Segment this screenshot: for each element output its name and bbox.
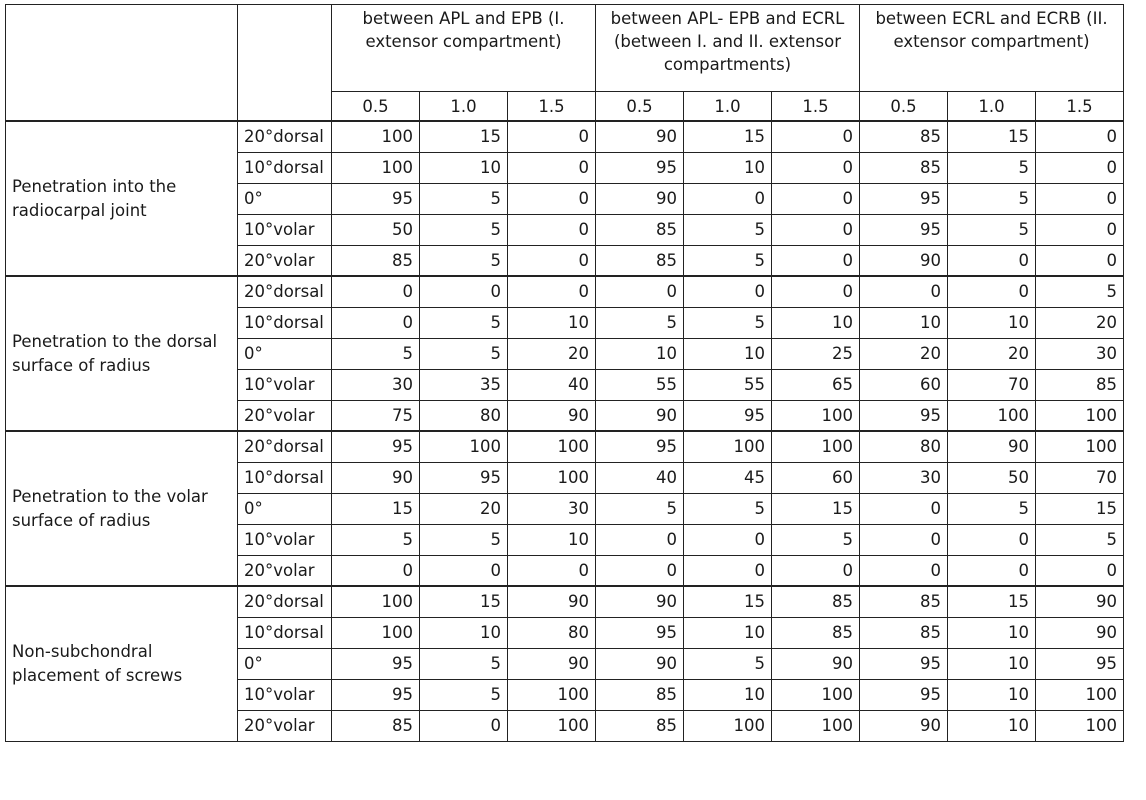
angle-cell: 10°dorsal [238, 462, 332, 493]
value-cell: 5 [420, 214, 508, 245]
value-cell: 30 [860, 462, 948, 493]
value-cell: 40 [596, 462, 684, 493]
value-cell: 100 [332, 617, 420, 648]
value-cell: 0 [948, 245, 1036, 276]
table-section [6, 431, 1124, 586]
value-cell: 85 [332, 710, 420, 741]
value-cell: 0 [684, 183, 772, 214]
value-cell: 90 [508, 400, 596, 431]
value-cell: 5 [948, 493, 1036, 524]
angle-cell: 20°dorsal [238, 276, 332, 307]
value-cell: 100 [508, 710, 596, 741]
value-cell: 5 [420, 648, 508, 679]
value-cell: 5 [772, 524, 860, 555]
angle-cell: 10°dorsal [238, 152, 332, 183]
value-cell: 50 [948, 462, 1036, 493]
value-cell: 80 [860, 431, 948, 462]
value-cell: 80 [508, 617, 596, 648]
value-cell: 100 [332, 586, 420, 617]
value-cell: 0 [684, 555, 772, 586]
section-label: Non-subchondral placement of screws [6, 586, 238, 741]
value-cell: 100 [948, 400, 1036, 431]
value-cell: 0 [1036, 152, 1124, 183]
value-cell: 5 [948, 183, 1036, 214]
value-cell: 0 [332, 555, 420, 586]
value-cell: 35 [420, 369, 508, 400]
value-cell: 0 [508, 276, 596, 307]
value-cell: 100 [772, 710, 860, 741]
value-cell: 100 [772, 431, 860, 462]
value-cell: 0 [1036, 245, 1124, 276]
value-cell: 0 [684, 276, 772, 307]
value-cell: 15 [420, 586, 508, 617]
value-cell: 15 [1036, 493, 1124, 524]
value-cell: 70 [948, 369, 1036, 400]
value-cell: 15 [948, 121, 1036, 152]
value-cell: 15 [332, 493, 420, 524]
section-label: Penetration into the radiocarpal joint [6, 121, 238, 276]
value-cell: 90 [596, 648, 684, 679]
value-cell: 15 [684, 586, 772, 617]
value-cell: 0 [948, 524, 1036, 555]
value-cell: 70 [1036, 462, 1124, 493]
value-cell: 90 [596, 586, 684, 617]
value-cell: 85 [860, 152, 948, 183]
value-cell: 95 [332, 648, 420, 679]
table-row [6, 121, 1124, 152]
angle-cell: 0° [238, 493, 332, 524]
value-cell: 0 [1036, 214, 1124, 245]
value-cell: 85 [596, 679, 684, 710]
angle-cell: 20°dorsal [238, 121, 332, 152]
value-cell: 100 [508, 679, 596, 710]
value-cell: 0 [860, 276, 948, 307]
subcolumn-header: 1.0 [948, 92, 1036, 122]
value-cell: 95 [860, 679, 948, 710]
value-cell: 95 [420, 462, 508, 493]
angle-cell: 10°volar [238, 524, 332, 555]
value-cell: 0 [596, 276, 684, 307]
value-cell: 100 [420, 431, 508, 462]
value-cell: 5 [684, 245, 772, 276]
table-row [6, 276, 1124, 307]
angle-cell: 10°dorsal [238, 307, 332, 338]
value-cell: 10 [948, 710, 1036, 741]
value-cell: 100 [772, 400, 860, 431]
value-cell: 50 [332, 214, 420, 245]
value-cell: 10 [948, 307, 1036, 338]
value-cell: 85 [772, 617, 860, 648]
value-cell: 0 [508, 183, 596, 214]
value-cell: 85 [332, 245, 420, 276]
value-cell: 85 [772, 586, 860, 617]
value-cell: 0 [508, 152, 596, 183]
value-cell: 95 [332, 679, 420, 710]
value-cell: 95 [860, 648, 948, 679]
value-cell: 10 [684, 152, 772, 183]
value-cell: 100 [332, 121, 420, 152]
value-cell: 95 [860, 400, 948, 431]
value-cell: 85 [1036, 369, 1124, 400]
value-cell: 0 [508, 245, 596, 276]
value-cell: 0 [332, 307, 420, 338]
value-cell: 5 [420, 307, 508, 338]
angle-cell: 10°volar [238, 214, 332, 245]
value-cell: 0 [948, 555, 1036, 586]
angle-cell: 10°volar [238, 679, 332, 710]
table-section [6, 121, 1124, 276]
value-cell: 0 [948, 276, 1036, 307]
value-cell: 10 [420, 152, 508, 183]
value-cell: 0 [420, 710, 508, 741]
table-section [6, 276, 1124, 431]
value-cell: 0 [1036, 555, 1124, 586]
value-cell: 90 [508, 648, 596, 679]
value-cell: 5 [684, 493, 772, 524]
value-cell: 40 [508, 369, 596, 400]
value-cell: 5 [420, 338, 508, 369]
value-cell: 0 [772, 121, 860, 152]
value-cell: 10 [508, 524, 596, 555]
value-cell: 95 [684, 400, 772, 431]
value-cell: 0 [772, 214, 860, 245]
value-cell: 90 [1036, 586, 1124, 617]
value-cell: 30 [1036, 338, 1124, 369]
table-row [6, 586, 1124, 617]
value-cell: 5 [684, 307, 772, 338]
value-cell: 0 [508, 121, 596, 152]
group-header: between APL- EPB and ECRL (between I. and II. extensor compartments) [596, 5, 860, 92]
value-cell: 90 [508, 586, 596, 617]
value-cell: 100 [332, 152, 420, 183]
value-cell: 85 [860, 121, 948, 152]
value-cell: 30 [332, 369, 420, 400]
value-cell: 10 [948, 617, 1036, 648]
value-cell: 5 [420, 183, 508, 214]
value-cell: 0 [596, 524, 684, 555]
angle-cell: 0° [238, 648, 332, 679]
value-cell: 90 [860, 245, 948, 276]
value-cell: 5 [684, 648, 772, 679]
value-cell: 100 [772, 679, 860, 710]
value-cell: 10 [684, 338, 772, 369]
value-cell: 10 [684, 679, 772, 710]
value-cell: 60 [772, 462, 860, 493]
header-blank-category [6, 5, 238, 122]
value-cell: 60 [860, 369, 948, 400]
value-cell: 0 [860, 555, 948, 586]
value-cell: 90 [948, 431, 1036, 462]
angle-cell: 20°volar [238, 710, 332, 741]
value-cell: 0 [332, 276, 420, 307]
value-cell: 90 [860, 710, 948, 741]
angle-cell: 20°volar [238, 400, 332, 431]
value-cell: 5 [1036, 276, 1124, 307]
angle-cell: 20°volar [238, 245, 332, 276]
angle-cell: 0° [238, 183, 332, 214]
value-cell: 10 [684, 617, 772, 648]
subcolumn-header: 0.5 [596, 92, 684, 122]
value-cell: 100 [684, 710, 772, 741]
value-cell: 85 [860, 617, 948, 648]
value-cell: 0 [1036, 183, 1124, 214]
value-cell: 0 [420, 555, 508, 586]
value-cell: 85 [596, 245, 684, 276]
value-cell: 5 [420, 245, 508, 276]
value-cell: 5 [332, 338, 420, 369]
value-cell: 0 [772, 152, 860, 183]
value-cell: 95 [596, 617, 684, 648]
value-cell: 10 [860, 307, 948, 338]
value-cell: 25 [772, 338, 860, 369]
value-cell: 15 [684, 121, 772, 152]
angle-cell: 10°volar [238, 369, 332, 400]
angle-cell: 20°volar [238, 555, 332, 586]
value-cell: 95 [860, 214, 948, 245]
value-cell: 5 [420, 679, 508, 710]
subcolumn-header: 0.5 [860, 92, 948, 122]
value-cell: 0 [772, 276, 860, 307]
table-row [6, 431, 1124, 462]
value-cell: 0 [772, 555, 860, 586]
value-cell: 5 [948, 214, 1036, 245]
table-section [6, 586, 1124, 741]
subcolumn-header: 0.5 [332, 92, 420, 122]
value-cell: 100 [1036, 400, 1124, 431]
value-cell: 80 [420, 400, 508, 431]
value-cell: 0 [596, 555, 684, 586]
header-blank-angle [238, 5, 332, 122]
angle-cell: 20°dorsal [238, 431, 332, 462]
angle-cell: 0° [238, 338, 332, 369]
value-cell: 5 [596, 493, 684, 524]
value-cell: 20 [948, 338, 1036, 369]
section-label: Penetration to the volar surface of radius [6, 431, 238, 586]
value-cell: 0 [420, 276, 508, 307]
subcolumn-header: 1.0 [420, 92, 508, 122]
value-cell: 5 [1036, 524, 1124, 555]
value-cell: 95 [332, 183, 420, 214]
value-cell: 15 [948, 586, 1036, 617]
value-cell: 0 [860, 493, 948, 524]
value-cell: 15 [772, 493, 860, 524]
value-cell: 10 [948, 648, 1036, 679]
value-cell: 20 [1036, 307, 1124, 338]
value-cell: 10 [508, 307, 596, 338]
angle-cell: 20°dorsal [238, 586, 332, 617]
value-cell: 0 [508, 555, 596, 586]
value-cell: 5 [948, 152, 1036, 183]
value-cell: 0 [684, 524, 772, 555]
value-cell: 90 [596, 183, 684, 214]
value-cell: 85 [860, 586, 948, 617]
section-label: Penetration to the dorsal surface of radius [6, 276, 238, 431]
value-cell: 100 [1036, 431, 1124, 462]
value-cell: 20 [420, 493, 508, 524]
value-cell: 95 [596, 152, 684, 183]
value-cell: 10 [772, 307, 860, 338]
value-cell: 85 [596, 710, 684, 741]
value-cell: 0 [508, 214, 596, 245]
value-cell: 10 [420, 617, 508, 648]
value-cell: 20 [508, 338, 596, 369]
value-cell: 95 [332, 431, 420, 462]
value-cell: 0 [772, 245, 860, 276]
data-table [5, 4, 1124, 742]
value-cell: 90 [332, 462, 420, 493]
value-cell: 75 [332, 400, 420, 431]
value-cell: 90 [596, 400, 684, 431]
value-cell: 5 [684, 214, 772, 245]
value-cell: 55 [596, 369, 684, 400]
value-cell: 95 [860, 183, 948, 214]
subcolumn-header: 1.5 [508, 92, 596, 122]
value-cell: 5 [332, 524, 420, 555]
value-cell: 85 [596, 214, 684, 245]
angle-cell: 10°dorsal [238, 617, 332, 648]
group-header: between ECRL and ECRB (II. extensor compartment) [860, 5, 1124, 92]
value-cell: 90 [772, 648, 860, 679]
value-cell: 0 [772, 183, 860, 214]
value-cell: 5 [596, 307, 684, 338]
value-cell: 95 [1036, 648, 1124, 679]
subcolumn-header: 1.5 [1036, 92, 1124, 122]
value-cell: 20 [860, 338, 948, 369]
value-cell: 15 [420, 121, 508, 152]
value-cell: 100 [508, 462, 596, 493]
value-cell: 30 [508, 493, 596, 524]
value-cell: 10 [596, 338, 684, 369]
value-cell: 95 [596, 431, 684, 462]
value-cell: 0 [1036, 121, 1124, 152]
subcolumn-header: 1.5 [772, 92, 860, 122]
value-cell: 100 [508, 431, 596, 462]
group-header: between APL and EPB (I. extensor compartment) [332, 5, 596, 92]
value-cell: 55 [684, 369, 772, 400]
value-cell: 0 [860, 524, 948, 555]
value-cell: 100 [1036, 679, 1124, 710]
value-cell: 45 [684, 462, 772, 493]
value-cell: 100 [1036, 710, 1124, 741]
value-cell: 90 [1036, 617, 1124, 648]
value-cell: 65 [772, 369, 860, 400]
value-cell: 90 [596, 121, 684, 152]
value-cell: 100 [684, 431, 772, 462]
subcolumn-header: 1.0 [684, 92, 772, 122]
value-cell: 10 [948, 679, 1036, 710]
value-cell: 5 [420, 524, 508, 555]
